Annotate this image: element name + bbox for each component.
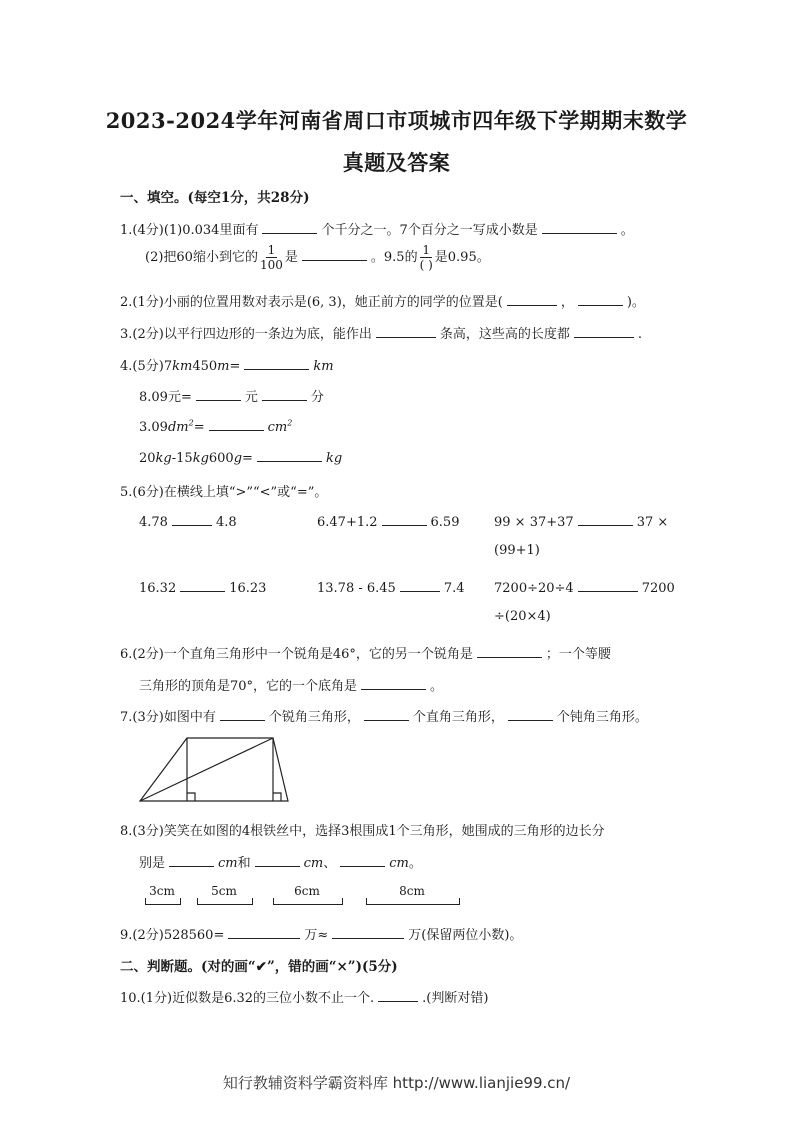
answer-blank[interactable] <box>477 645 542 658</box>
answer-blank[interactable] <box>244 357 309 370</box>
compare-item-5: 13.78 - 6.45 7.4 <box>317 581 465 596</box>
question-8-line-1: 8.(3分)笑笑在如图的4根铁丝中，选择3根围成1个三角形，她围成的三角形的边长分 <box>120 824 605 839</box>
title-line-1: 2023-2024学年河南省周口市项城市四年级下学期期末数学 <box>105 108 688 133</box>
answer-blank[interactable] <box>262 221 317 234</box>
footer-watermark: 知行教辅资料学霸资料库 http://www.lianjie99.cn/ <box>222 1074 571 1092</box>
answer-blank[interactable] <box>508 708 553 721</box>
question-1-line-1: 1.(4分)(1)0.034里面有 个千分之一。7个百分之一写成小数是 。 <box>120 223 634 238</box>
answer-blank[interactable] <box>172 513 212 526</box>
diagonal-line <box>140 738 273 801</box>
question-5-prompt: 5.(6分)在横线上填“>”“<”或“=”。 <box>120 485 328 500</box>
answer-blank[interactable] <box>228 926 300 939</box>
answer-blank[interactable] <box>400 579 440 592</box>
answer-blank[interactable] <box>180 579 225 592</box>
compare-item-2: 6.47+1.2 6.59 <box>317 515 460 530</box>
question-4-line-4: 20kg-15kg600g= kg <box>139 451 343 466</box>
answer-blank[interactable] <box>257 449 322 462</box>
compare-item-6: 7200÷20÷4 7200 <box>494 581 675 596</box>
fraction: $\frac{1}{100}$ <box>259 243 283 272</box>
right-angle-mark-right <box>273 793 281 801</box>
trapezoid-triangles-figure <box>135 733 295 805</box>
answer-blank[interactable] <box>578 513 633 526</box>
answer-blank[interactable] <box>507 293 557 306</box>
answer-blank[interactable] <box>340 854 385 867</box>
compare-item-1: 4.78 4.8 <box>139 515 237 530</box>
answer-blank[interactable] <box>209 418 264 431</box>
question-6-line-1: 6.(2分)一个直角三角形中一个锐角是46°，它的另一个锐角是 ；一个等腰 <box>120 647 611 662</box>
question-10: 10.(1分)近似数是6.32的三位小数不止一个. .(判断对错) <box>120 991 489 1006</box>
answer-blank[interactable] <box>542 221 617 234</box>
answer-blank[interactable] <box>574 325 634 338</box>
question-4-line-1: 4.(5分)7km450m= km <box>120 359 334 374</box>
answer-blank[interactable] <box>255 854 300 867</box>
question-3: 3.(2分)以平行四边形的一条边为底，能作出 条高，这些高的长度都 . <box>120 327 642 342</box>
compare-item-6-wrap: ÷(20×4) <box>494 609 551 624</box>
answer-blank[interactable] <box>169 854 214 867</box>
answer-blank[interactable] <box>196 388 241 401</box>
answer-blank[interactable] <box>382 513 427 526</box>
answer-blank[interactable] <box>378 989 418 1002</box>
exam-page: 2023-2024学年河南省周口市项城市四年级下学期期末数学 真题及答案 一、填空。(每空1分，共28分) 1.(4分)(1)0.034里面有 个千分之一。7个百分之一写成小数是 。 (2)把60缩小到它的 $\frac{1}{100}$ 是 。9.5的 $\frac{1}{( )}$ 是0.95。 2.(1分)小丽的位置用数对表示是(6, 3)，她正前方的同学的位置是( ， )。 3.(2分)以平行四边形的一条边为底，能作出 条高，这些高的长度都 . 4.(5分)7km450m= km 8.09元= 元 分 $3.09dm^2= cm^2$ 20kg-15kg600g= kg 5.(6分)在横线上填“>”“<”或“=”。 4.78 4.8 6.47+1.2 6.59 99 × 37+37 37 × (99+1) 16.32 16.23 13.78 - 6.45 7.4 7200÷20÷4 7200 ÷(20×4) 6.(2分)一个直角三角形中一个锐角是46°，它的另一个锐角是 ；一个等腰 三角形的顶角是70°，它的一个底角是 。 7.(3分)如图中有 个锐角三角形， 个直角三角形， 个钝角三角形。 8.(3分)笑笑在如图的4根铁丝中，选择3根围成1个三角形，她围成的三角形的边长分 别是 cm和 cm、 cm。 3cm 5cm 6cm 8cm 9.(2分)528560= 万≈ 万(保留两位小数)。 二、判断题。(对的画“✔”，错的画“×”)(5分) 10.(1分)近似数是6.32的三位小数不止一个. .(判断对错) 知行教辅资料学霸资料库 http://www.lianjie99.cn/ <box>0 0 793 1122</box>
title-line-2: 真题及答案 <box>342 150 451 175</box>
answer-blank[interactable] <box>361 677 426 690</box>
question-2: 2.(1分)小丽的位置用数对表示是(6, 3)，她正前方的同学的位置是( ， )。 <box>120 295 645 310</box>
question-4-line-3: $3.09dm^2= cm^2$ <box>139 418 293 435</box>
section-1-heading: 一、填空。(每空1分，共28分) <box>120 190 310 206</box>
question-9: 9.(2分)528560= 万≈ 万(保留两位小数)。 <box>120 928 523 943</box>
answer-blank[interactable] <box>332 926 404 939</box>
compare-item-3: 99 × 37+37 37 × <box>494 515 669 530</box>
compare-item-3-wrap: (99+1) <box>494 543 540 558</box>
answer-blank[interactable] <box>578 579 638 592</box>
question-7: 7.(3分)如图中有 个锐角三角形， 个直角三角形， 个钝角三角形。 <box>120 710 648 725</box>
trapezoid-outline <box>140 738 288 801</box>
compare-item-4: 16.32 16.23 <box>139 581 267 596</box>
question-6-line-2: 三角形的顶角是70°，它的一个底角是 。 <box>139 679 444 694</box>
fraction: $\frac{1}{( )}$ <box>419 243 433 272</box>
question-1-line-2: (2)把60缩小到它的 $\frac{1}{100}$ 是 。9.5的 $\frac{1}{( )}$ 是0.95。 <box>145 243 490 272</box>
section-2-heading: 二、判断题。(对的画“✔”，错的画“×”)(5分) <box>120 959 398 975</box>
answer-blank[interactable] <box>220 708 265 721</box>
answer-blank[interactable] <box>578 293 623 306</box>
question-4-line-2: 8.09元= 元 分 <box>139 390 324 405</box>
answer-blank[interactable] <box>364 708 409 721</box>
right-angle-mark-left <box>187 793 195 801</box>
answer-blank[interactable] <box>262 388 307 401</box>
answer-blank[interactable] <box>302 248 367 261</box>
answer-blank[interactable] <box>376 325 436 338</box>
question-8-line-2: 别是 cm和 cm、 cm。 <box>139 856 422 871</box>
